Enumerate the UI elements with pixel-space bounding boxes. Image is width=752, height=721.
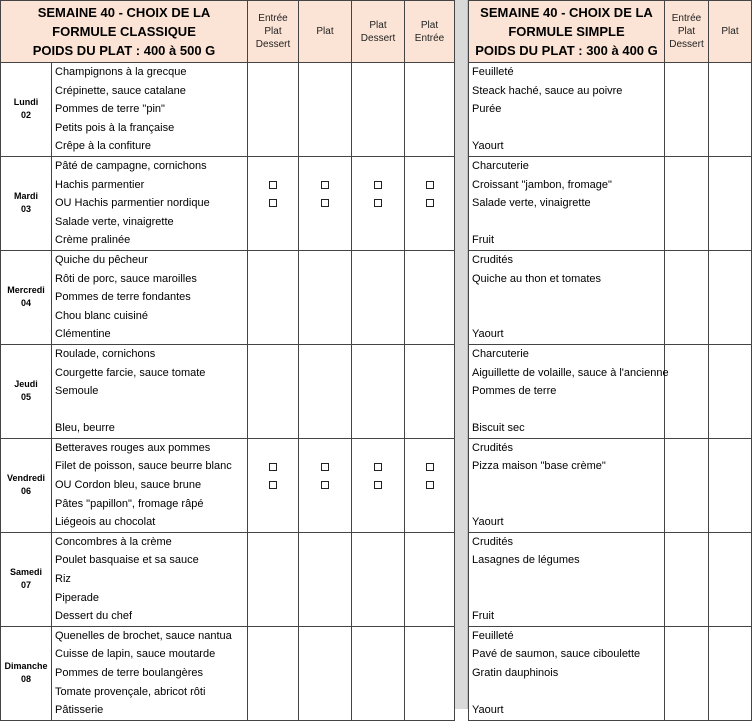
choice-cell (709, 626, 752, 720)
choice-cell (405, 532, 455, 626)
menu-item: Cuisse de lapin, sauce moutarde (55, 648, 216, 661)
menu-item: Champignons à la grecque (55, 66, 187, 78)
classic-menu-items (52, 532, 248, 626)
classic-title-line: POIDS DU PLAT : 400 à 500 G (32, 43, 216, 58)
choice-cell (665, 156, 709, 250)
choice-cell (405, 156, 455, 250)
menu-item: Quiche au thon et tomates (472, 272, 602, 285)
choice-cell (405, 63, 455, 157)
menu-item (472, 401, 661, 420)
choice-cell (352, 63, 405, 157)
checkbox[interactable] (374, 463, 382, 471)
simple-menu-items (469, 156, 665, 250)
menu-item: Yaourt (472, 328, 504, 341)
choice-cell (665, 438, 709, 532)
choice-cell (709, 438, 752, 532)
day-row-samedi (1, 532, 455, 626)
menu-item: Croissant "jambon, fromage" (472, 178, 612, 191)
menu-item: Gratin dauphinois (472, 667, 559, 679)
simple-day-row-mercredi (469, 250, 752, 344)
choice-cell (665, 250, 709, 344)
menu-item: Steack haché, sauce au poivre (472, 84, 623, 97)
checkbox[interactable] (426, 481, 434, 489)
menu-item: Salade verte, vinaigrette (55, 215, 174, 228)
menu-item (472, 288, 661, 307)
checkbox[interactable] (321, 463, 329, 471)
menu-item: Betteraves rouges aux pommes (55, 441, 211, 454)
menu-item: Quenelles de brochet, sauce nantua (55, 629, 232, 642)
menu-item: Crudités (472, 253, 513, 266)
menu-item: Yaourt (472, 140, 504, 153)
classic-menu-items (52, 250, 248, 344)
col-header-line: Plat (264, 26, 282, 37)
simple-day-row-jeudi (469, 344, 752, 438)
classic-menu-items (52, 156, 248, 250)
menu-item: Pommes de terre fondantes (55, 291, 191, 304)
menu-item: Feuilleté (472, 629, 514, 642)
choice-cell (352, 250, 405, 344)
checkbox[interactable] (269, 199, 277, 207)
classic-title (1, 1, 248, 63)
menu-item: Courgette farcie, sauce tomate (55, 366, 206, 379)
choice-cell (299, 250, 352, 344)
choice-cell (405, 250, 455, 344)
menu-item: Pommes de terre "pin" (55, 103, 165, 116)
classic-col-entree-plat-dessert (248, 1, 299, 63)
menu-item: Rôti de porc, sauce maroilles (55, 272, 197, 285)
classic-title-line: SEMAINE 40 - CHOIX DE LA (37, 5, 211, 20)
menu-item: Semoule (55, 385, 99, 398)
menu-item: Crépinette, sauce catalane (55, 84, 186, 97)
simple-title-line: SEMAINE 40 - CHOIX DE LA (480, 5, 653, 20)
simple-menu-items (469, 438, 665, 532)
checkbox[interactable] (321, 181, 329, 189)
menu-item: Pavé de saumon, sauce ciboulette (472, 648, 641, 661)
col-header-line: Entrée (414, 32, 445, 44)
classic-col-plat-dessert (352, 1, 405, 63)
choice-cell (709, 344, 752, 438)
day-label (1, 63, 52, 157)
menu-item: Fruit (472, 234, 494, 247)
menu-item (472, 495, 661, 514)
col-header-line: Dessert (360, 32, 396, 44)
choice-cell (352, 156, 405, 250)
day-label (1, 156, 52, 250)
menu-item: Pommes de terre (472, 385, 557, 398)
day-row-dimanche (1, 626, 455, 720)
simple-menu-items (469, 63, 665, 157)
checkbox[interactable] (426, 463, 434, 471)
choice-cell (248, 626, 299, 720)
checkbox[interactable] (374, 481, 382, 489)
simple-title (469, 1, 665, 63)
classic-menu-items (52, 626, 248, 720)
simple-menu-items (469, 626, 665, 720)
simple-col-plat (709, 1, 752, 63)
col-header-line: Entrée (258, 13, 288, 24)
choice-cell (248, 438, 299, 532)
choice-cell (299, 438, 352, 532)
choice-cell (665, 344, 709, 438)
day-label (1, 344, 52, 438)
day-number: 03 (20, 204, 31, 215)
choice-cell (665, 626, 709, 720)
checkbox[interactable] (269, 481, 277, 489)
day-number: 05 (20, 392, 31, 403)
choice-cell (405, 438, 455, 532)
checkbox[interactable] (426, 181, 434, 189)
choice-cell (248, 63, 299, 157)
day-name: Samedi (9, 567, 42, 578)
checkbox[interactable] (321, 481, 329, 489)
menu-item: Purée (472, 103, 502, 116)
menu-item (472, 119, 661, 138)
choice-cell (248, 532, 299, 626)
choice-cell (299, 344, 352, 438)
menu-item: Charcuterie (472, 347, 529, 360)
col-header-line: Plat (316, 26, 334, 37)
menu-item: Concombres à la crème (55, 535, 172, 548)
choice-cell (709, 156, 752, 250)
menu-item (472, 570, 661, 589)
simple-title-line: POIDS DU PLAT : 300 à 400 G (475, 43, 658, 58)
menu-item: Tomate provençale, abricot rôti (55, 685, 206, 698)
menu-item (472, 589, 661, 608)
menu-item: Crème pralinée (55, 234, 131, 247)
choice-cell (709, 250, 752, 344)
day-row-vendredi (1, 438, 455, 532)
day-row-lundi (1, 63, 455, 157)
menu-item: Clémentine (55, 328, 111, 341)
simple-menu-items (469, 250, 665, 344)
day-row-jeudi (1, 344, 455, 438)
menu-item: Hachis parmentier (55, 178, 145, 191)
classic-col-plat (299, 1, 352, 63)
menu-item: Pâtes "papillon", fromage râpé (55, 497, 204, 510)
menu-item: Biscuit sec (472, 422, 525, 435)
choice-cell (299, 63, 352, 157)
choice-cell (405, 344, 455, 438)
menu-item (472, 307, 661, 326)
choice-cell (352, 438, 405, 532)
simple-day-row-vendredi (469, 438, 752, 532)
day-number: 08 (20, 674, 31, 685)
col-header-line: Plat (677, 26, 696, 37)
classic-menu-items (52, 438, 248, 532)
classic-col-plat-entree (405, 1, 455, 63)
menu-item: Quiche du pêcheur (55, 253, 148, 266)
menu-item: Pommes de terre boulangères (55, 667, 203, 679)
choice-cell (248, 156, 299, 250)
menu-item: Feuilleté (472, 66, 514, 78)
day-row-mardi (1, 156, 455, 250)
checkbox[interactable] (321, 199, 329, 207)
checkbox[interactable] (269, 463, 277, 471)
day-name: Lundi (13, 97, 39, 108)
choice-cell (352, 344, 405, 438)
menu-item: Pâté de campagne, cornichons (55, 159, 207, 172)
menu-item: OU Hachis parmentier nordique (55, 197, 210, 210)
col-header-line: Plat (369, 19, 387, 31)
choice-cell (665, 63, 709, 157)
choice-cell (299, 626, 352, 720)
checkbox[interactable] (269, 181, 277, 189)
day-label (1, 626, 52, 720)
simple-day-row-mardi (469, 156, 752, 250)
day-number: 02 (20, 110, 31, 121)
menu-item: Charcuterie (472, 159, 529, 172)
menu-item: Crudités (472, 535, 513, 548)
choice-cell (299, 532, 352, 626)
checkbox[interactable] (374, 199, 382, 207)
day-name: Vendredi (6, 473, 45, 484)
simple-menu-items (469, 532, 665, 626)
choice-cell (299, 156, 352, 250)
day-label (1, 438, 52, 532)
checkbox[interactable] (426, 199, 434, 207)
simple-day-row-dimanche (469, 626, 752, 720)
page-gutter (454, 0, 468, 709)
menu-item: Liégeois au chocolat (55, 516, 156, 529)
menu-item: Aiguillette de volaille, sauce à l'ancienne (472, 366, 669, 379)
menu-item: Chou blanc cuisiné (55, 309, 148, 322)
choice-cell (248, 344, 299, 438)
menu-item: OU Cordon bleu, sauce brune (55, 479, 202, 492)
choice-cell (248, 250, 299, 344)
day-name: Jeudi (14, 379, 38, 390)
day-name: Mercredi (7, 285, 45, 296)
menu-item: Crudités (472, 441, 513, 454)
menu-item (472, 213, 661, 232)
col-header-line: Dessert (255, 39, 291, 50)
col-header-line: Plat (721, 26, 739, 37)
menu-item: Dessert du chef (55, 610, 133, 623)
menu-item: Crêpe à la confiture (55, 140, 151, 153)
menu-item: Fruit (472, 610, 494, 623)
menu-item: Filet de poisson, sauce beurre blanc (55, 460, 232, 473)
day-name: Dimanche (4, 661, 48, 672)
simple-day-row-lundi (469, 63, 752, 157)
choice-cell (709, 532, 752, 626)
menu-item: Bleu, beurre (55, 422, 115, 435)
menu-item (472, 476, 661, 495)
col-header-line: Entrée (671, 13, 702, 24)
menu-item: Petits pois à la française (55, 121, 175, 134)
choice-cell (665, 532, 709, 626)
day-name: Mardi (13, 191, 38, 202)
day-label (1, 532, 52, 626)
simple-header-row (469, 1, 752, 63)
menu-item: Yaourt (472, 516, 504, 529)
menu-item: Piperade (55, 591, 100, 604)
col-header-line: Dessert (669, 39, 704, 50)
choice-cell (405, 626, 455, 720)
col-header-line: Plat (420, 19, 439, 31)
classic-menu-items (52, 344, 248, 438)
simple-menu-table (468, 0, 752, 721)
menu-item: Roulade, cornichons (55, 347, 156, 360)
classic-menu-items (52, 63, 248, 157)
menu-item: Pâtisserie (55, 704, 104, 717)
menu-item: Lasagnes de légumes (472, 554, 580, 567)
simple-menu-items (469, 344, 669, 438)
day-number: 04 (20, 298, 31, 309)
classic-header-row (1, 1, 455, 63)
simple-col-entree-plat-dessert (665, 1, 709, 63)
choice-cell (709, 63, 752, 157)
menu-item (472, 683, 661, 702)
day-number: 07 (20, 580, 31, 591)
menu-item: Poulet basquaise et sa sauce (55, 554, 199, 567)
day-row-mercredi (1, 250, 455, 344)
day-number: 06 (20, 486, 31, 497)
menu-item (55, 401, 244, 420)
simple-day-row-samedi (469, 532, 752, 626)
day-label (1, 250, 52, 344)
choice-cell (352, 532, 405, 626)
simple-title-line: FORMULE SIMPLE (508, 24, 625, 39)
checkbox[interactable] (374, 181, 382, 189)
choice-cell (352, 626, 405, 720)
menu-item: Riz (55, 573, 71, 586)
classic-title-line: FORMULE CLASSIQUE (52, 24, 196, 39)
menu-item: Pizza maison "base crème" (472, 460, 606, 473)
menu-item: Yaourt (472, 704, 504, 717)
menu-item: Salade verte, vinaigrette (472, 197, 591, 210)
